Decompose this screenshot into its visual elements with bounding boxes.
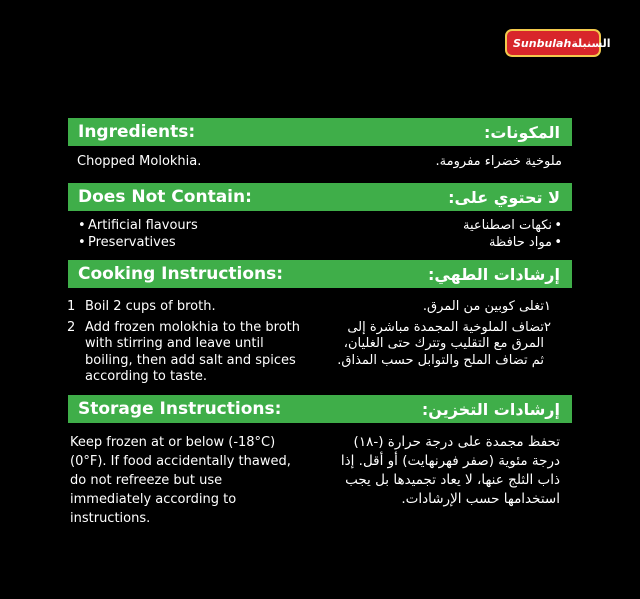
step-text: Boil 2 cups of broth.: [85, 299, 216, 314]
step-number: 2: [67, 319, 76, 335]
cooking-header: [68, 260, 572, 288]
ingredients-title-en: Ingredients:: [78, 122, 196, 142]
cooking-step: [67, 299, 307, 316]
step-text-ar: تغلى كوبين من المرق.: [422, 299, 544, 314]
ingredients-header: [68, 118, 572, 146]
not-contain-header: [68, 183, 572, 211]
logo-text-en: Sunbulah: [513, 36, 572, 50]
not-contain-item-ar: • مواد حافظة: [463, 235, 562, 252]
logo-text-ar: السنبلة: [571, 36, 611, 50]
ingredients-text-ar: ملوخية خضراء مفرومة.: [435, 154, 562, 169]
cooking-title-en: Cooking Instructions:: [78, 264, 284, 284]
step-text: Add frozen molokhia to the broth with stirring and leave until boiling, then add salt and spices according to taste.: [85, 319, 300, 384]
cooking-title-ar: إرشادات الطهي:: [427, 264, 560, 284]
storage-title-en: Storage Instructions:: [78, 399, 282, 419]
not-contain-title-en: Does Not Contain:: [78, 187, 252, 207]
storage-title-ar: إرشادات التخزين:: [421, 399, 560, 419]
step-text-ar: تضاف الملوخية المجمدة مباشرة إلى المرق مع التقليب وتترك حتى الغليان، ثم تضاف الملح والتوابل حسب المذاق.: [337, 319, 544, 368]
step-number-ar: ٢: [544, 319, 551, 335]
cooking-step: [67, 320, 307, 386]
not-contain-list-ar: [463, 218, 562, 251]
storage-text-en: Keep frozen at or below (-18°C) (0°F). If food accidentally thawed, do not refreeze but use immediately according to instructions.: [70, 435, 291, 526]
not-contain-item: • Preservatives: [78, 235, 198, 252]
step-number-ar: ١: [544, 299, 551, 314]
cooking-steps-ar: [330, 299, 562, 373]
not-contain-item-ar: • نكهات اصطناعية: [463, 218, 562, 235]
not-contain-item: • Artificial flavours: [78, 218, 198, 235]
cooking-step-ar: [330, 299, 562, 316]
ingredients-title-ar: المكونات:: [483, 122, 560, 142]
cooking-step-ar: [330, 320, 562, 370]
ingredients-text-en: Chopped Molokhia.: [77, 154, 202, 169]
not-contain-list-en: [78, 218, 198, 251]
storage-header: [68, 395, 572, 423]
brand-logo: [505, 29, 611, 57]
not-contain-title-ar: لا تحتوي على:: [448, 187, 560, 207]
step-number: 1: [67, 299, 76, 314]
cooking-steps-en: [67, 299, 307, 390]
storage-text-ar: تحفظ مجمدة على درجة حرارة (-١٨) درجة مئوية (صفر فهرنهايت) أو أقل. إذا ذاب الثلج عنها، لا يعاد تجميدها بل يجب استخدامها حسب الإرشادات.: [340, 434, 560, 507]
